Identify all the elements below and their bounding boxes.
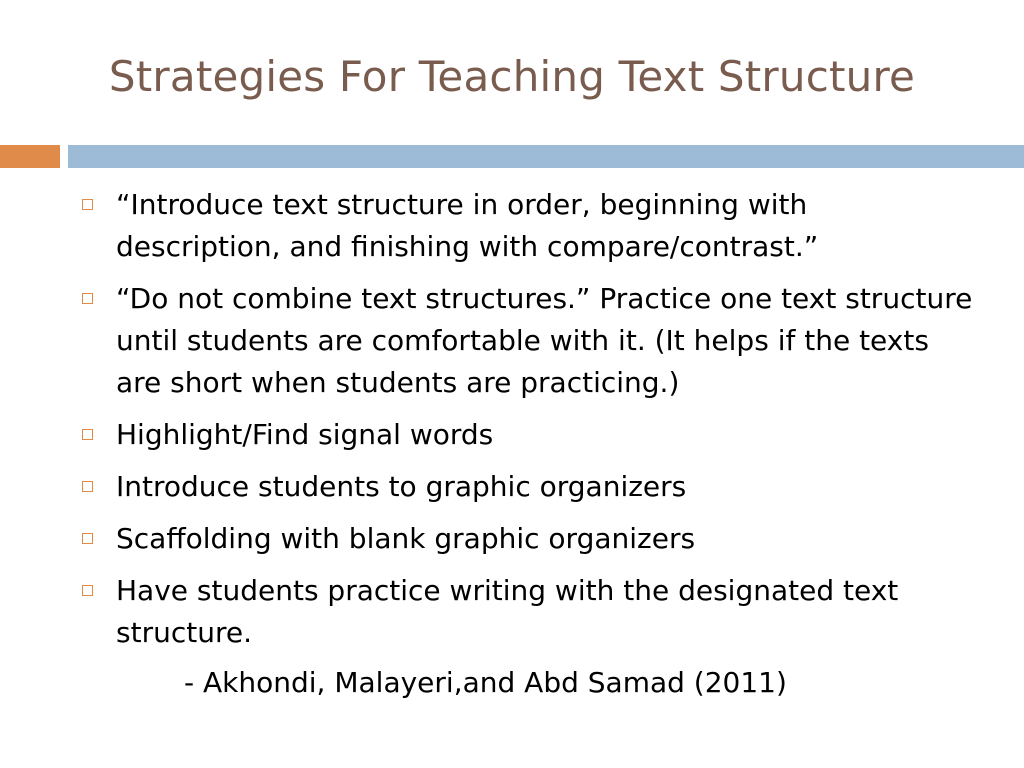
- bullet-text: “Do not combine text structures.” Practice one text structure until students are comfortable with it. (It helps if the texts are short when students are practicing.): [116, 282, 973, 399]
- square-bullet-icon: [82, 481, 93, 492]
- slide-body: [80, 184, 980, 704]
- square-bullet-icon: [82, 199, 93, 210]
- bullet-text: “Introduce text structure in order, beginning with description, and finishing with compare/contrast.”: [116, 188, 819, 263]
- bullet-text: Have students practice writing with the designated text structure.: [116, 574, 899, 649]
- bullet-item: [80, 414, 980, 456]
- accent-bar-orange: [0, 145, 60, 168]
- square-bullet-icon: [82, 533, 93, 544]
- square-bullet-icon: [82, 293, 93, 304]
- bullet-text: Scaffolding with blank graphic organizers: [116, 522, 696, 555]
- bullet-item: [80, 466, 980, 508]
- bullet-text: Introduce students to graphic organizers: [116, 470, 687, 503]
- bullet-item: [80, 278, 980, 404]
- bullet-text: Highlight/Find signal words: [116, 418, 494, 451]
- square-bullet-icon: [82, 429, 93, 440]
- bullet-item: [80, 570, 980, 654]
- square-bullet-icon: [82, 585, 93, 596]
- bullet-item: [80, 518, 980, 560]
- slide-title: Strategies For Teaching Text Structure: [108, 52, 916, 101]
- bullet-list: [80, 184, 980, 654]
- citation: - Akhondi, Malayeri,and Abd Samad (2011): [184, 666, 787, 699]
- accent-bar-blue: [68, 145, 1024, 168]
- bullet-item: [80, 184, 980, 268]
